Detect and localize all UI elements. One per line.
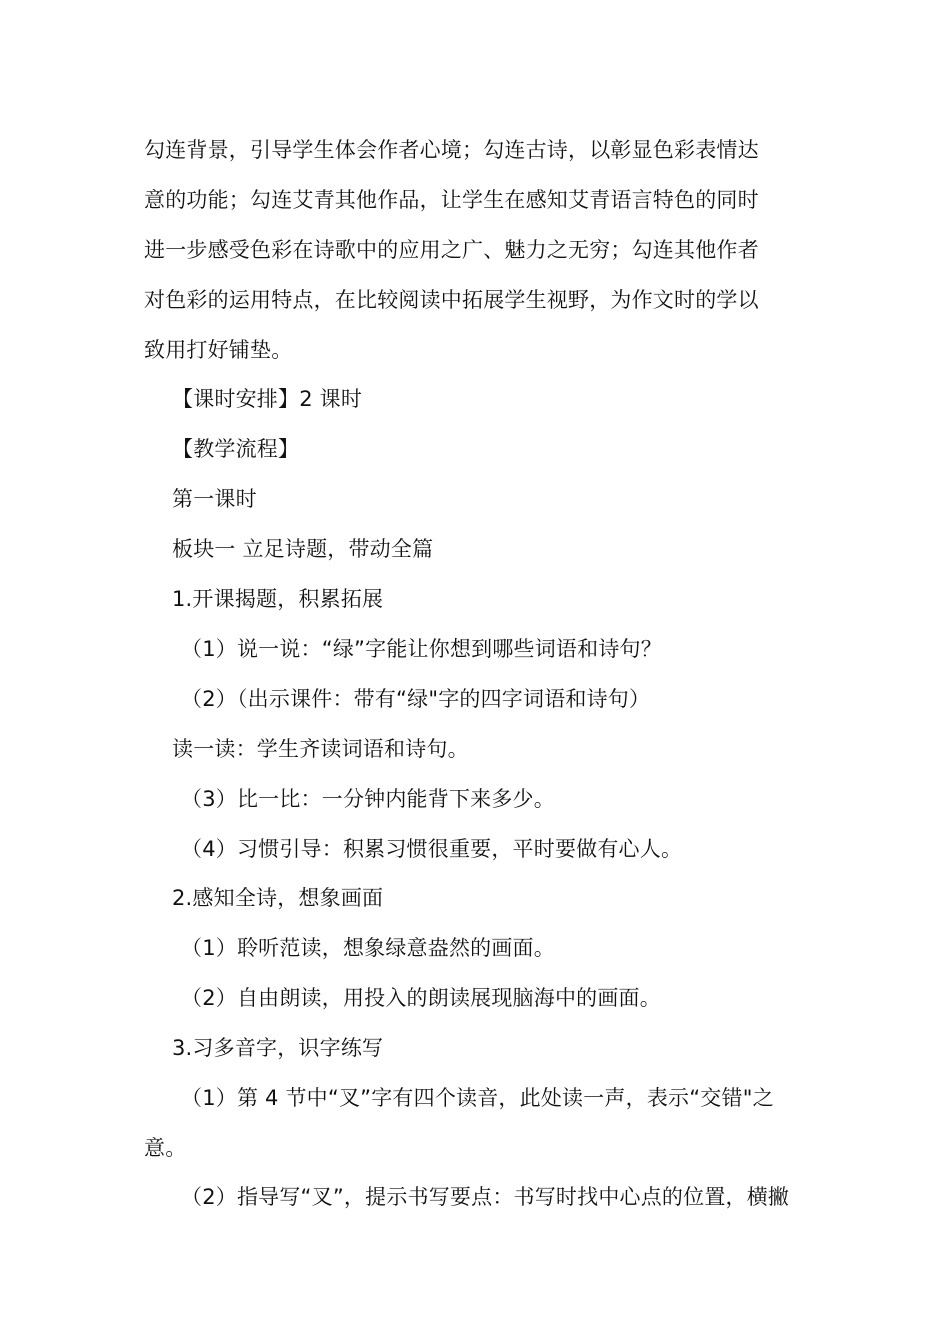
- module-title: 板块一 立足诗题，带动全篇: [172, 537, 434, 561]
- step-heading: 1.开课揭题，积累拓展: [172, 587, 384, 611]
- paragraph-line: 意。: [144, 1136, 187, 1160]
- step-heading: 3.习多音字，识字练写: [172, 1036, 384, 1060]
- paragraph-line: 意的功能；勾连艾青其他作品，让学生在感知艾青语言特色的同时: [144, 188, 759, 212]
- list-item: （1）第 4 节中“叉”字有四个读音，此处读一声，表示“交错"之: [181, 1086, 774, 1110]
- paragraph-line: 进一步感受色彩在诗歌中的应用之广、魅力之无穷；勾连其他作者: [144, 238, 759, 262]
- paragraph-line: 读一读：学生齐读词语和诗句。: [172, 737, 469, 761]
- section-heading-schedule: 【课时安排】2 课时: [172, 387, 363, 411]
- list-item: （2）（出示课件：带有“绿"字的四字词语和诗句）: [181, 687, 651, 711]
- section-heading-process: 【教学流程】: [172, 437, 300, 461]
- step-heading: 2.感知全诗，想象画面: [172, 886, 384, 910]
- list-item: （2）自由朗读，用投入的朗读展现脑海中的画面。: [181, 986, 661, 1010]
- list-item: （1）聆听范读，想象绿意盎然的画面。: [181, 936, 555, 960]
- list-item: （3）比一比：一分钟内能背下来多少。: [181, 787, 555, 811]
- lesson-title: 第一课时: [172, 487, 257, 511]
- list-item: （4）习惯引导：积累习惯很重要，平时要做有心人。: [181, 837, 683, 861]
- list-item: （2）指导写“叉”，提示书写要点：书写时找中心点的位置，横撇: [181, 1185, 790, 1209]
- paragraph-line: 对色彩的运用特点，在比较阅读中拓展学生视野，为作文时的学以: [144, 288, 759, 312]
- paragraph-line: 致用打好铺垫。: [144, 338, 293, 362]
- list-item: （1）说一说：“绿”字能让你想到哪些词语和诗句？: [181, 637, 662, 661]
- paragraph-line: 勾连背景，引导学生体会作者心境；勾连古诗，以彰显色彩表情达: [144, 138, 759, 162]
